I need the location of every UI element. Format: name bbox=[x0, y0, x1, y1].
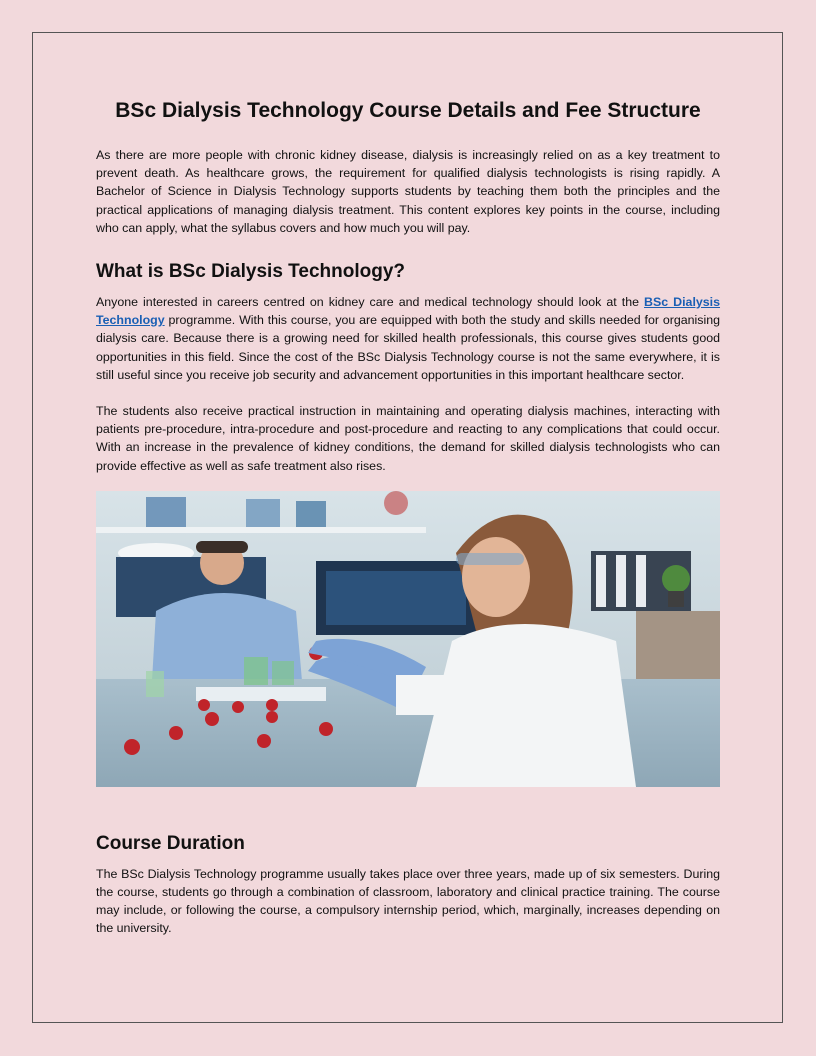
duration-paragraph: The BSc Dialysis Technology programme usually takes place over three years, made up of six semesters. During the course, students go through a combination of classroom, laboratory and clinical practice training. The course may include, or following the course, a compulsory internship period, which, marginally, increases depending on the university. bbox=[96, 866, 720, 936]
section-heading-duration: Course Duration bbox=[96, 832, 245, 854]
what-paragraph-1-start: Anyone interested in careers centred on kidney care and medical technology should look at the bbox=[96, 295, 645, 310]
section-heading-what: What is BSc Dialysis Technology? bbox=[96, 261, 405, 283]
document-body bbox=[96, 96, 720, 938]
what-paragraph-2: The students also receive practical instruction in maintaining and operating dialysis machines, interacting with patients pre-procedure, intra-procedure and post-procedure and reacting to any complications that could occur. With an increase in the prevalence of kidney conditions, the demand for skilled dialysis technologists who can provide effective as well as safe treatment also rises. bbox=[96, 404, 720, 473]
document-title: BSc Dialysis Technology Course Details and Fee Structure bbox=[115, 99, 701, 122]
bsc-dialysis-technology-link[interactable]: BSc Dialysis Technology bbox=[96, 295, 721, 328]
intro-paragraph: As there are more people with chronic kidney disease, dialysis is increasingly relied on as a key treatment to prevent death. As healthcare grows, the requirement for qualified dialysis technologists is rising rapidly. A Bachelor of Science in Dialysis Technology supports students by teaching them both the principles and the practical applications of managing dialysis treatment. This content explores key points in the course, including who can apply, what the syllabus covers and how much you will pay. bbox=[96, 148, 720, 235]
what-paragraph-1 bbox=[96, 293, 720, 384]
what-paragraph-1-end: programme. With this course, you are equipped with both the study and skills needed for organising dialysis care. Because there is a growing need for skilled health professionals, this course gives students good opportunities in this field. Since the cost of the BSc Dialysis Technology course is not the same everywhere, it is still useful since you receive job security and advancement opportunities in this important healthcare sector. bbox=[96, 313, 720, 382]
lab-photo bbox=[96, 491, 720, 787]
